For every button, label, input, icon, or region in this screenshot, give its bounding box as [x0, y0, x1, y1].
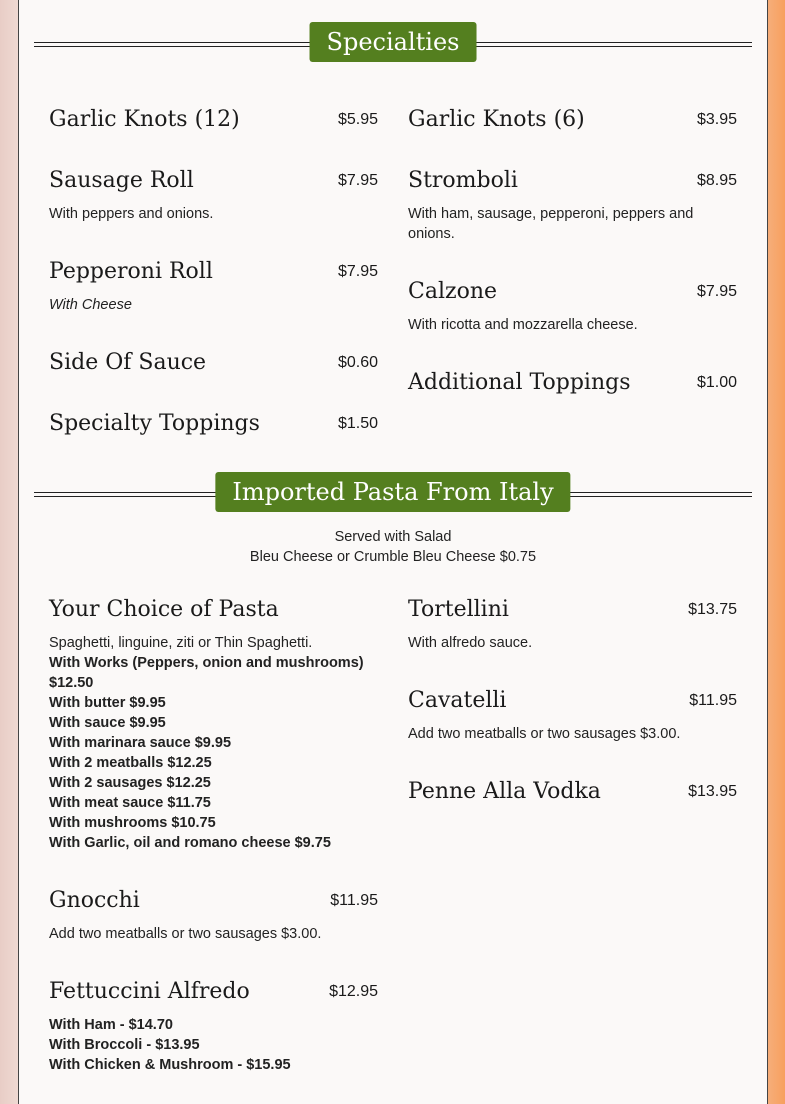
item-name: Additional Toppings — [408, 370, 631, 395]
item-description: With ricotta and mozzarella cheese. — [408, 317, 638, 333]
item-name: Penne Alla Vodka — [408, 779, 601, 804]
item-description: Add two meatballs or two sausages $3.00. — [408, 726, 681, 742]
pasta-option: With sauce $9.95 — [49, 715, 166, 731]
pasta-option: With Garlic, oil and romano cheese $9.75 — [49, 835, 331, 851]
item-name: Calzone — [408, 279, 498, 304]
item-name: Garlic Knots (6) — [408, 107, 585, 132]
fettuccini-option: With Broccoli - $13.95 — [49, 1037, 200, 1053]
pasta-note: Served with Salad — [334, 529, 452, 545]
pasta-option: With 2 meatballs $12.25 — [49, 755, 212, 771]
item-price: $12.95 — [329, 983, 378, 1000]
item-name: Your Choice of Pasta — [49, 597, 279, 622]
item-description: With ham, sausage, pepperoni, peppers and onions. — [408, 206, 694, 242]
item-price: $3.95 — [696, 111, 737, 128]
item-description — [49, 633, 369, 853]
item-price: $11.95 — [689, 692, 737, 709]
pasta-option: With 2 sausages $12.25 — [49, 775, 211, 791]
pasta-section-title: Imported Pasta From Italy — [215, 472, 570, 512]
item-price: $1.50 — [337, 415, 378, 432]
pasta-option: With marinara sauce $9.95 — [49, 735, 232, 751]
pasta-option: With Works (Peppers, onion and mushrooms) — [49, 655, 364, 671]
item-description-text: Spaghetti, linguine, ziti or Thin Spaghetti. — [49, 635, 313, 651]
item-price: $13.95 — [688, 783, 737, 800]
pasta-option: With butter $9.95 — [49, 695, 166, 711]
pasta-option: $12.50 — [49, 675, 94, 691]
item-description — [49, 1015, 369, 1075]
fettuccini-option: With Ham - $14.70 — [49, 1017, 173, 1033]
item-name: Stromboli — [408, 168, 518, 193]
specialties-section-title: Specialties — [310, 22, 477, 62]
item-name: Fettuccini Alfredo — [49, 979, 250, 1004]
item-price: $0.60 — [337, 354, 378, 371]
item-name: Side Of Sauce — [49, 350, 207, 375]
fettuccini-option: With Chicken & Mushroom - $15.95 — [49, 1057, 291, 1073]
item-description: With Cheese — [49, 297, 132, 313]
item-name: Pepperoni Roll — [49, 259, 213, 284]
item-price: $5.95 — [337, 111, 378, 128]
item-description: Add two meatballs or two sausages $3.00. — [49, 926, 322, 942]
item-price: $7.95 — [337, 263, 378, 280]
pasta-note: Bleu Cheese or Crumble Bleu Cheese $0.75 — [249, 549, 537, 565]
item-name: Cavatelli — [408, 688, 507, 713]
item-price: $11.95 — [330, 892, 378, 909]
item-name: Sausage Roll — [49, 168, 194, 193]
item-price: $1.00 — [696, 374, 737, 391]
item-name: Specialty Toppings — [49, 411, 260, 436]
menu-page — [18, 0, 768, 1104]
pasta-option: With mushrooms $10.75 — [49, 815, 216, 831]
item-price: $8.95 — [696, 172, 737, 189]
item-price: $13.75 — [688, 601, 737, 618]
item-price: $7.95 — [337, 172, 378, 189]
item-price: $7.95 — [696, 283, 737, 300]
item-description: With alfredo sauce. — [408, 635, 533, 651]
pasta-section-header — [34, 472, 752, 512]
specialties-section-header — [34, 22, 752, 62]
pasta-option: With meat sauce $11.75 — [49, 795, 211, 811]
item-name: Garlic Knots (12) — [49, 107, 240, 132]
item-name: Tortellini — [408, 597, 509, 622]
item-description: With peppers and onions. — [49, 206, 214, 222]
item-name: Gnocchi — [49, 888, 140, 913]
